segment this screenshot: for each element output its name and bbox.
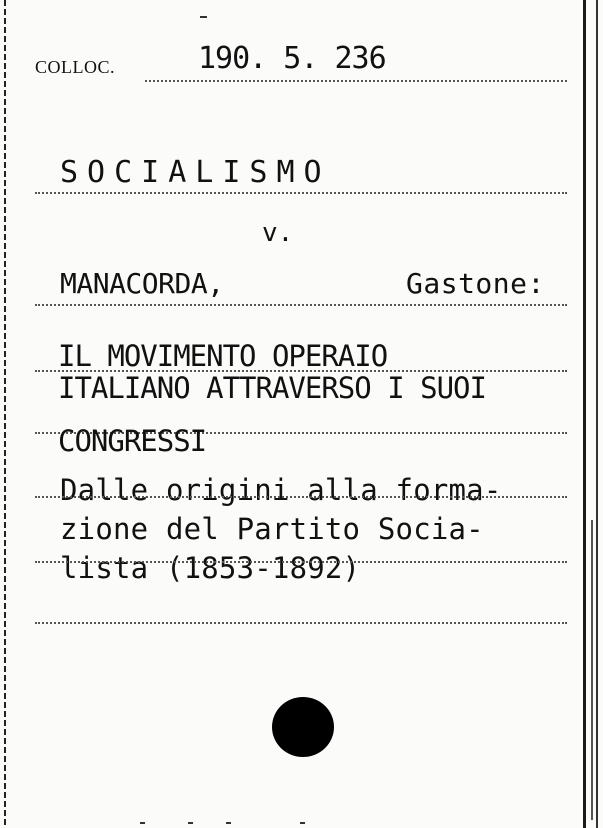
author-surname: MANACORDA, — [60, 267, 224, 300]
card-right-border — [596, 0, 598, 828]
top-mark — [200, 16, 207, 18]
bottom-mark-3 — [226, 822, 231, 824]
card-right-edge — [583, 0, 586, 828]
bottom-mark-4 — [300, 822, 305, 824]
subject-heading: SOCIALISMO — [60, 155, 331, 190]
subtitle-rule-1 — [35, 496, 567, 498]
colloc-label: COLLOC. — [35, 57, 115, 77]
author-given-name: Gastone: — [406, 267, 545, 300]
author-rule — [35, 304, 567, 306]
subtitle-line-1: Dalle origini alla forma- — [60, 473, 502, 507]
punch-hole — [272, 697, 334, 757]
subtitle-rule-2 — [35, 561, 567, 563]
title-line-3: CONGRESSI — [58, 424, 207, 458]
blank-rule — [35, 622, 567, 624]
bottom-mark-2 — [188, 822, 193, 824]
subtitle-line-2: zione del Partito Socia- — [60, 512, 484, 546]
card-right-shadow — [591, 520, 593, 820]
shelfmark: 190. 5. 236 — [198, 41, 386, 76]
title-line-2: ITALIANO ATTRAVERSO I SUOI — [58, 371, 486, 405]
subtitle-line-3: lista (1853-1892) — [60, 551, 361, 585]
bottom-mark-1 — [140, 822, 145, 824]
card-left-edge — [4, 0, 6, 828]
shelfmark-rule — [145, 80, 567, 82]
subject-rule — [35, 192, 567, 194]
title-line-1: IL MOVIMENTO OPERAIO — [58, 339, 388, 373]
see-reference: v. — [262, 218, 294, 248]
